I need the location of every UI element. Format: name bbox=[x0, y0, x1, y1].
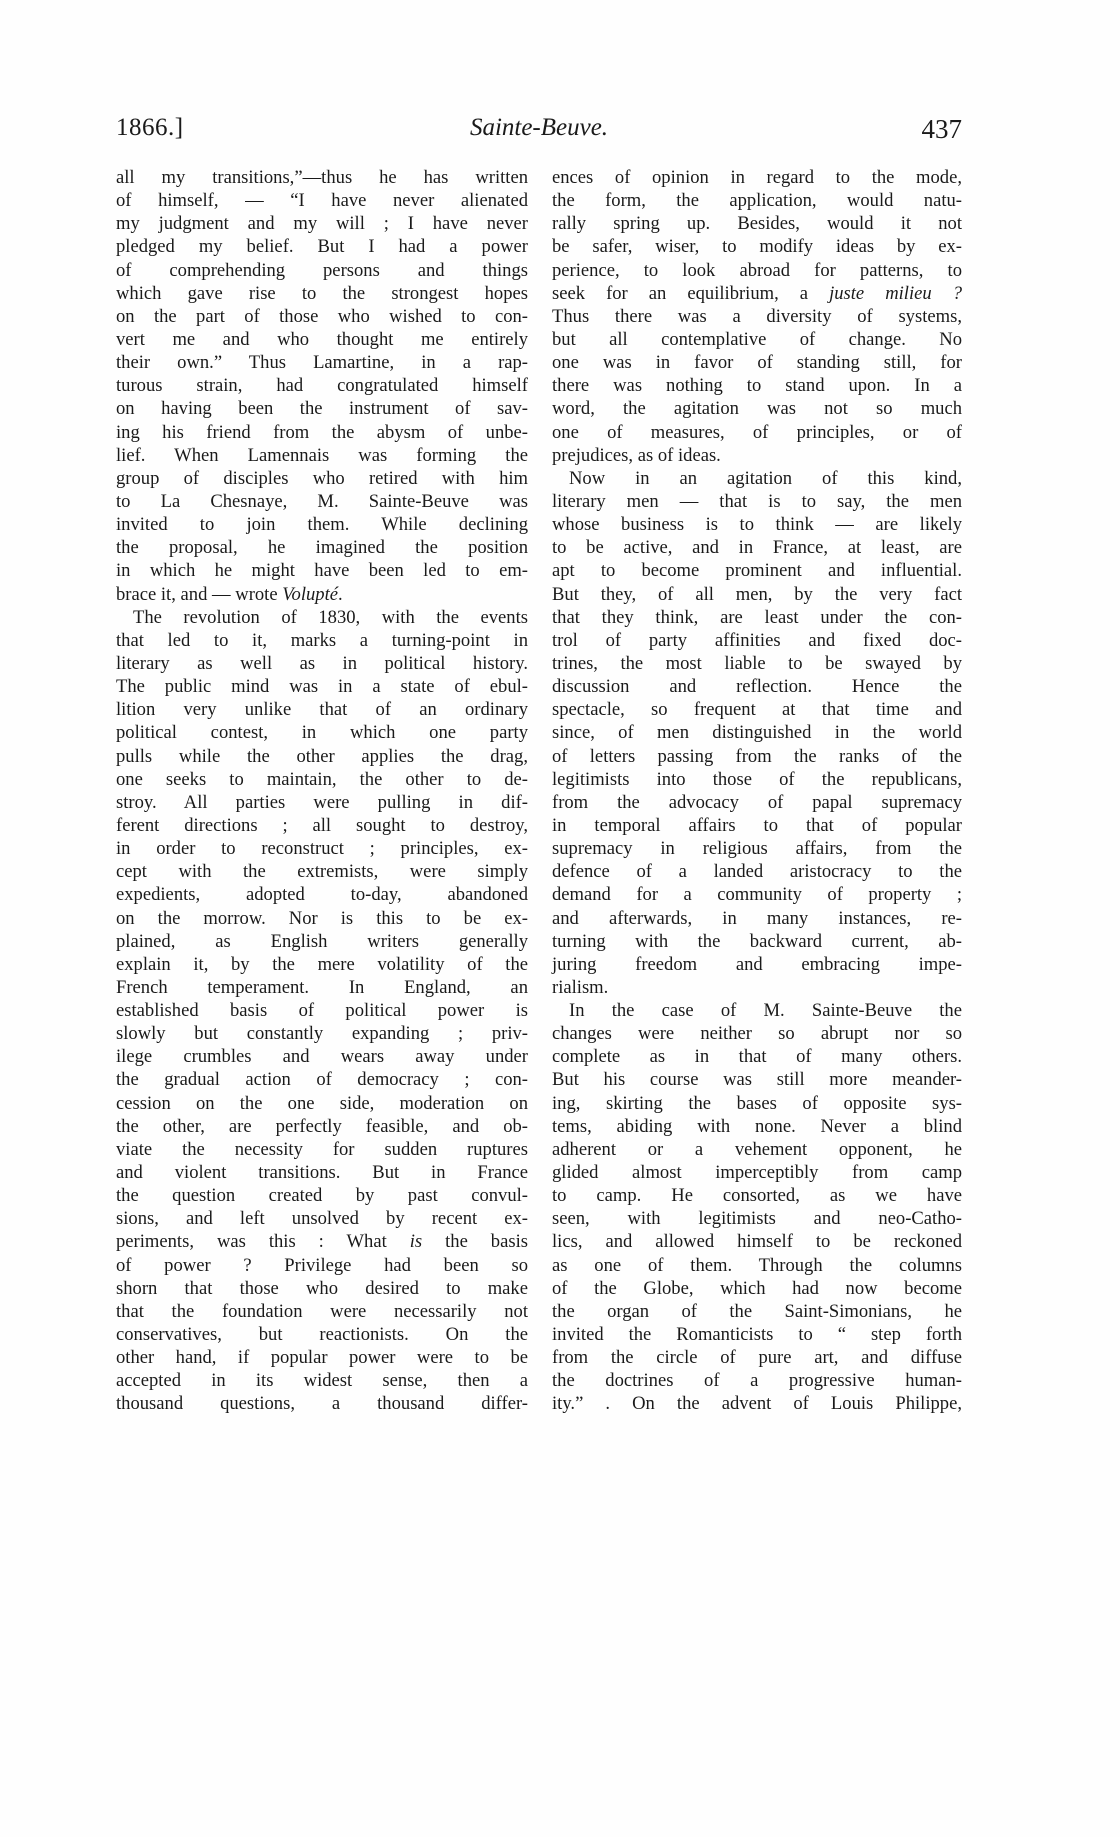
text-line: that they think, are least under the con- bbox=[552, 606, 962, 628]
text-line: seek for an equilibrium, a juste milieu ? bbox=[552, 282, 963, 304]
text-line: spectacle, so frequent at that time and bbox=[552, 699, 962, 721]
text-line: the proposal, he imagined the position bbox=[116, 537, 528, 559]
text-line: The public mind was in a state of ebul- bbox=[116, 676, 528, 698]
text-line: supremacy in religious affairs, from the bbox=[552, 838, 962, 860]
text-line: turous strain, had congratulated himself bbox=[116, 375, 528, 397]
header-title: Sainte-Beuve. bbox=[469, 114, 609, 141]
text-line: from the circle of pure art, and diffuse bbox=[552, 1347, 962, 1369]
text-line: of power ? Privilege had been so bbox=[116, 1254, 528, 1276]
text-line: word, the agitation was not so much bbox=[552, 398, 962, 420]
text-line: their own.” Thus Lamartine, in a rap- bbox=[116, 352, 528, 374]
text-line: conservatives, but reactionists. On the bbox=[116, 1324, 528, 1346]
text-line: literary as well as in political history. bbox=[116, 652, 528, 674]
text-line: and afterwards, in many instances, re- bbox=[552, 907, 962, 929]
text-line: on having been the instrument of sav- bbox=[116, 398, 528, 420]
text-line: vert me and who thought me entirely bbox=[116, 328, 528, 350]
text-line: discussion and reflection. Hence the bbox=[552, 676, 962, 698]
text-line: whose business is to think — are likely bbox=[552, 514, 962, 536]
text-line: that the foundation were necessarily not bbox=[116, 1300, 528, 1322]
text-line: in which he might have been led to em- bbox=[116, 560, 528, 582]
text-line: lief. When Lamennais was forming the bbox=[116, 444, 528, 466]
text-line: complete as in that of many others. bbox=[552, 1046, 962, 1068]
text-line: to La Chesnaye, M. Sainte-Beuve was bbox=[116, 490, 528, 512]
text-line: pulls while the other applies the drag, bbox=[116, 745, 528, 767]
text-line: perience, to look abroad for patterns, to bbox=[552, 259, 962, 281]
text-line: Now in an agitation of this kind, bbox=[569, 467, 962, 489]
text-line: on the part of those who wished to con- bbox=[116, 305, 528, 327]
text-line: one was in favor of standing still, for bbox=[552, 352, 962, 374]
text-line: legitimists into those of the republicans, bbox=[552, 768, 962, 790]
text-line: the doctrines of a progressive human- bbox=[552, 1370, 962, 1392]
text-line: my judgment and my will ; I have never bbox=[116, 213, 528, 235]
text-line: since, of men distinguished in the world bbox=[552, 722, 962, 744]
running-header bbox=[116, 114, 962, 148]
text-line: adherent or a vehement opponent, he bbox=[552, 1138, 962, 1160]
text-line: from the advocacy of papal supremacy bbox=[552, 791, 962, 813]
text-line: cept with the extremists, were simply bbox=[116, 861, 528, 883]
text-line: pledged my belief. But I had a power bbox=[116, 236, 528, 258]
text-line: Thus there was a diversity of systems, bbox=[552, 305, 962, 327]
text-line: sions, and left unsolved by recent ex- bbox=[116, 1208, 528, 1230]
italic-text: juste milieu ? bbox=[829, 282, 963, 304]
text-line: ing, skirting the bases of opposite sys- bbox=[552, 1092, 962, 1114]
text-line: periments, was this : What is the basis bbox=[116, 1231, 528, 1253]
text-line: viate the necessity for sudden ruptures bbox=[116, 1138, 528, 1160]
text-line: there was nothing to stand upon. In a bbox=[552, 375, 962, 397]
text-line: expedients, adopted to-day, abandoned bbox=[116, 884, 528, 906]
text-line: the gradual action of democracy ; con- bbox=[116, 1069, 528, 1091]
text-line: apt to become prominent and influential. bbox=[552, 560, 962, 582]
text-line: ing his friend from the abysm of unbe- bbox=[116, 421, 528, 443]
text-line: to be active, and in France, at least, are bbox=[552, 537, 962, 559]
text-line: ilege crumbles and wears away under bbox=[116, 1046, 528, 1068]
text-line: rally spring up. Besides, would it not bbox=[552, 213, 962, 235]
text-line: on the morrow. Nor is this to be ex- bbox=[116, 907, 528, 929]
text-line: that led to it, marks a turning-point in bbox=[116, 629, 528, 651]
text-line: cession on the one side, moderation on bbox=[116, 1092, 528, 1114]
text-line: one seeks to maintain, the other to de- bbox=[116, 768, 528, 790]
text-line: but all contemplative of change. No bbox=[552, 328, 962, 350]
text-line: other hand, if popular power were to be bbox=[116, 1347, 528, 1369]
text-line: But they, of all men, by the very fact bbox=[552, 583, 962, 605]
text-line: one of measures, of principles, or of bbox=[552, 421, 962, 443]
text-line: in order to reconstruct ; principles, ex- bbox=[116, 838, 528, 860]
page-number: 437 bbox=[921, 114, 962, 144]
text-line: which gave rise to the strongest hopes bbox=[116, 282, 528, 304]
text-line: glided almost imperceptibly from camp bbox=[552, 1162, 962, 1184]
text-column-left bbox=[116, 166, 528, 1416]
text-column-right bbox=[552, 166, 962, 1416]
text-line: juring freedom and embracing impe- bbox=[552, 953, 962, 975]
text-line: in temporal affairs to that of popular bbox=[552, 814, 962, 836]
text-line: ences of opinion in regard to the mode, bbox=[552, 167, 962, 188]
italic-text: is bbox=[409, 1231, 423, 1253]
text-line: the other, are perfectly feasible, and ob- bbox=[116, 1115, 528, 1137]
text-line: ity.” . On the advent of Louis Philippe, bbox=[552, 1393, 962, 1415]
text-line: the organ of the Saint-Simonians, he bbox=[552, 1300, 962, 1322]
text-line: thousand questions, a thousand differ- bbox=[116, 1393, 528, 1415]
text-line: stroy. All parties were pulling in dif- bbox=[116, 791, 528, 813]
text-line: defence of a landed aristocracy to the bbox=[552, 861, 962, 883]
text-line: to camp. He consorted, as we have bbox=[552, 1185, 962, 1207]
text-line: rialism. bbox=[552, 976, 609, 998]
text-line: invited to join them. While declining bbox=[116, 514, 528, 536]
italic-text: Volupté bbox=[282, 583, 339, 605]
text-line: group of disciples who retired with him bbox=[116, 467, 528, 489]
text-line: the form, the application, would natu- bbox=[552, 190, 962, 212]
text-line: established basis of political power is bbox=[116, 1000, 528, 1022]
text-line: of the Globe, which had now become bbox=[552, 1277, 962, 1299]
text-line: lition very unlike that of an ordinary bbox=[116, 699, 528, 721]
text-line: of himself, — “I have never alienated bbox=[116, 190, 528, 212]
text-line: brace it, and — wrote Volupté. bbox=[116, 583, 343, 605]
text-line: French temperament. In England, an bbox=[116, 976, 528, 998]
text-line: plained, as English writers generally bbox=[116, 930, 528, 952]
text-line: trol of party affinities and fixed doc- bbox=[552, 629, 962, 651]
text-line: of letters passing from the ranks of the bbox=[552, 745, 962, 767]
text-line: turning with the backward current, ab- bbox=[552, 930, 962, 952]
text-line: tems, abiding with none. Never a blind bbox=[552, 1115, 962, 1137]
text-line: demand for a community of property ; bbox=[552, 884, 962, 906]
text-line: explain it, by the mere volatility of the bbox=[116, 953, 528, 975]
text-line: ferent directions ; all sought to destroy, bbox=[116, 814, 528, 836]
text-line: trines, the most liable to be swayed by bbox=[552, 652, 962, 674]
text-line: the question created by past convul- bbox=[116, 1185, 528, 1207]
text-line: slowly but constantly expanding ; priv- bbox=[116, 1023, 528, 1045]
text-line: changes were neither so abrupt nor so bbox=[552, 1023, 962, 1045]
text-line: accepted in its widest sense, then a bbox=[116, 1370, 528, 1392]
text-line: be safer, wiser, to modify ideas by ex- bbox=[552, 236, 962, 258]
header-year: 1866.] bbox=[116, 114, 184, 141]
text-line: prejudices, as of ideas. bbox=[552, 444, 721, 466]
text-line: shorn that those who desired to make bbox=[116, 1277, 528, 1299]
text-line: lics, and allowed himself to be reckoned bbox=[552, 1231, 962, 1253]
text-line: and violent transitions. But in France bbox=[116, 1162, 528, 1184]
text-line: political contest, in which one party bbox=[116, 722, 528, 744]
text-line: In the case of M. Sainte-Beuve the bbox=[569, 1000, 962, 1022]
text-line: as one of them. Through the columns bbox=[552, 1254, 962, 1276]
text-line: But his course was still more meander- bbox=[552, 1069, 962, 1091]
text-line: seen, with legitimists and neo-Catho- bbox=[552, 1208, 962, 1230]
text-line: literary men — that is to say, the men bbox=[552, 490, 962, 512]
text-line: all my transitions,”—thus he has written bbox=[116, 167, 528, 188]
text-line: of comprehending persons and things bbox=[116, 259, 528, 281]
text-line: invited the Romanticists to “ step forth bbox=[552, 1324, 962, 1346]
text-line: The revolution of 1830, with the events bbox=[133, 606, 528, 628]
